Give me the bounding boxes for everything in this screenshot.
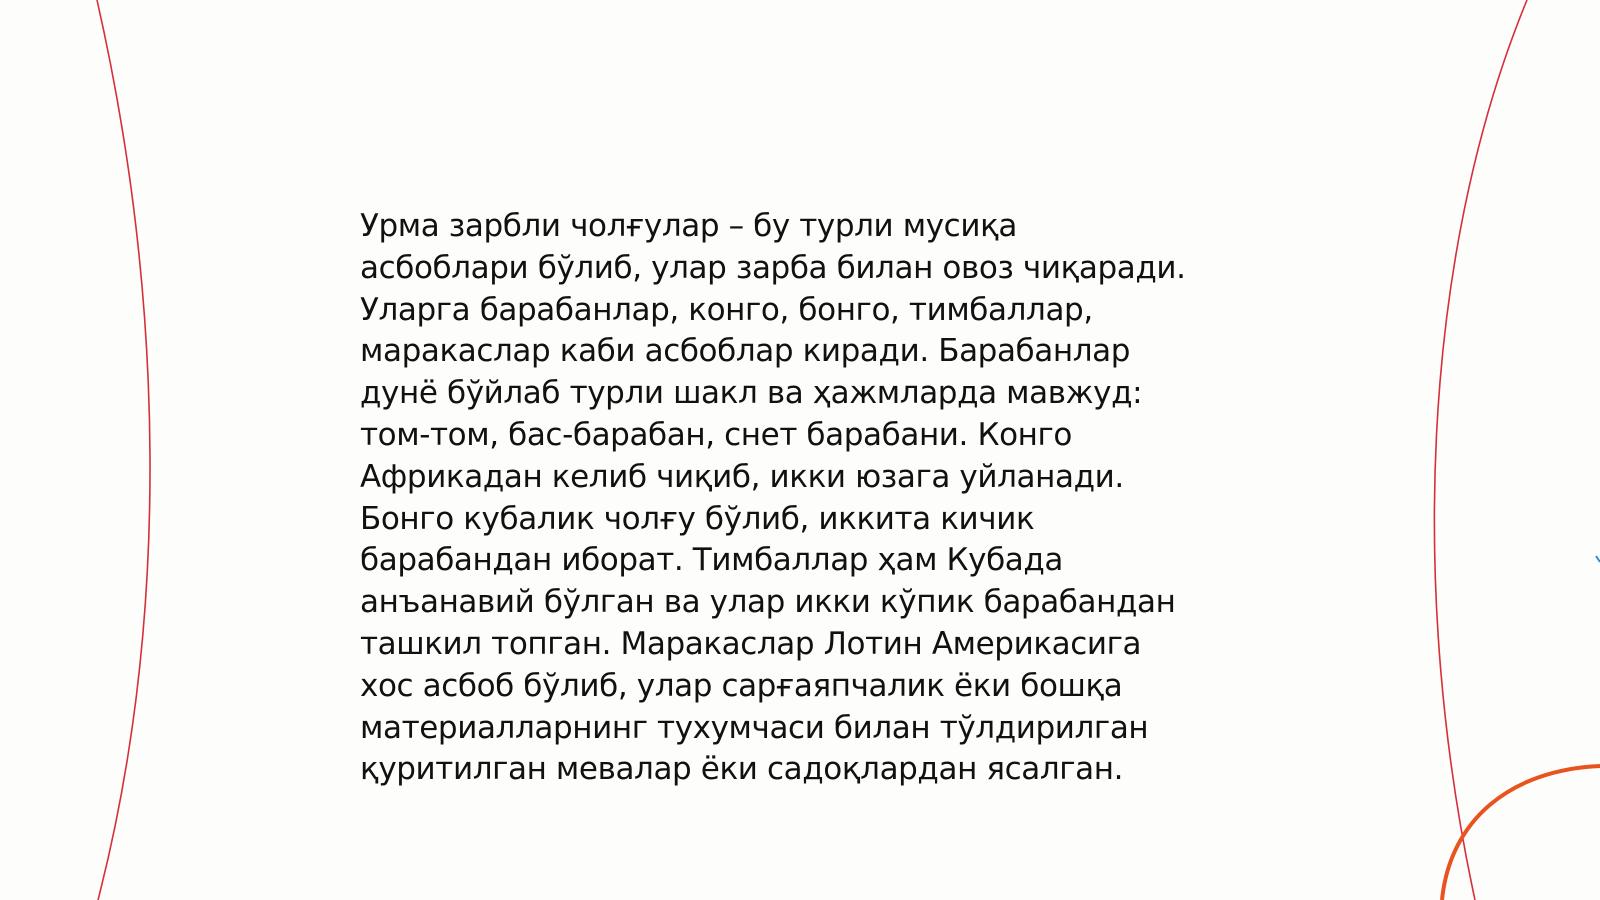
left-curve-line <box>97 0 150 900</box>
body-paragraph: Урма зарбли чолғулар – бу турли мусиқа асбоблари бўлиб, улар зарба билан овоз чиқаради. Уларга барабанлар, конго, бонго, тимбаллар, маракаслар каби асбоблар киради. Барабанлар дунё бўйлаб турли шакл ва ҳажмларда мавжуд: том-том, бас-барабан, снет барабани. Конго Африкадан келиб чиқиб, икки юзага уйланади. Бонго кубалик чолғу бўлиб, иккита кичик барабандан иборат. Тимбаллар ҳам Кубада анъанавий бўлган ва улар икки кўпик барабандан ташкил топган. Маракаслар Лотин Америкасига хос асбоб бўлиб, улар сарғаяпчалик ёки бошқа материалларнинг тухумчаси билан тўлдирилган қуритилган мевалар ёки садоқлардан ясалган. <box>360 208 1186 788</box>
orange-arc <box>1442 766 1600 900</box>
right-curve-line <box>1434 0 1527 900</box>
blue-accent-mark <box>1596 556 1600 562</box>
